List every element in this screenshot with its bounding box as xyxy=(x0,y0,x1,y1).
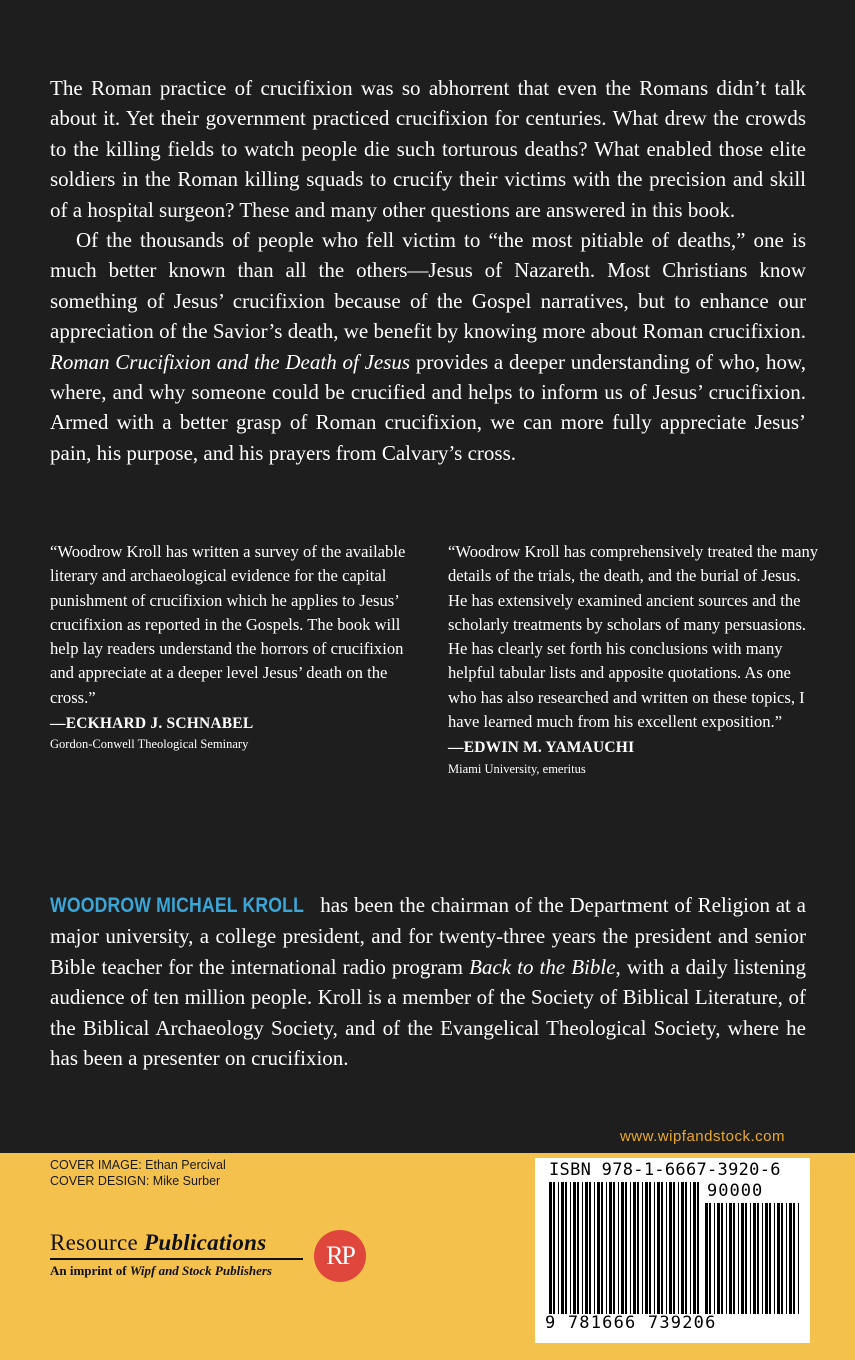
rp-logo-badge: RP xyxy=(314,1230,366,1282)
barcode-bar xyxy=(738,1203,739,1314)
barcode-bar xyxy=(750,1203,751,1314)
endorser-name: —ECKHARD J. SCHNABEL xyxy=(50,715,254,733)
barcode-bar xyxy=(558,1182,559,1314)
barcode-bar xyxy=(798,1203,799,1314)
barcode-bar xyxy=(717,1203,720,1314)
barcode-bar xyxy=(553,1182,555,1314)
book-blurb xyxy=(50,73,806,468)
barcode-bar xyxy=(774,1203,775,1314)
barcode-bar xyxy=(609,1182,612,1314)
barcode-bar xyxy=(685,1182,687,1314)
barcode-bar xyxy=(561,1182,564,1314)
barcode-bar xyxy=(565,1182,567,1314)
barcode-bar xyxy=(765,1203,768,1314)
barcode-bar xyxy=(729,1203,732,1314)
blurb-paragraph-2 xyxy=(50,225,806,468)
barcode-bar xyxy=(613,1182,615,1314)
barcode-bar xyxy=(573,1182,576,1314)
author-bio xyxy=(50,890,806,1073)
publisher-name xyxy=(50,1230,303,1256)
ean-number: 9 781666 739206 xyxy=(545,1313,717,1333)
barcode-bar xyxy=(630,1182,631,1314)
blurb-p2-start: Of the thousands of people who fell victim to “the most pitiable of deaths,” one is much better known than all the others—Jesus of Nazareth. Most Christians know something of Jesus’ crucifixion because of the Gospel narratives, but to enhance our appreciation of the Savior’s death, we benefit by knowing more about Roman crucifixion. xyxy=(50,228,806,344)
barcode-bar xyxy=(621,1182,624,1314)
barcode-bar xyxy=(597,1182,600,1314)
barcode-bar xyxy=(789,1203,792,1314)
barcode-bar xyxy=(618,1182,619,1314)
publisher-rule xyxy=(50,1258,303,1260)
barcode-bar xyxy=(753,1203,756,1314)
barcode-bar xyxy=(669,1182,672,1314)
barcode-bar xyxy=(690,1182,691,1314)
barcode-bar xyxy=(745,1203,747,1314)
barcode-bar xyxy=(741,1203,744,1314)
barcode-bar xyxy=(642,1182,643,1314)
imprint-publisher: Wipf and Stock Publishers xyxy=(129,1262,272,1278)
endorsement-schnabel xyxy=(50,540,420,752)
price-code: 90000 xyxy=(707,1181,764,1201)
barcode-bar xyxy=(693,1182,696,1314)
barcode-bar xyxy=(570,1182,571,1314)
endorsement-quote: “Woodrow Kroll has comprehensively treated the many details of the trials, the death, and the burial of Jesus. He has extensively examined ancient sources and the scholarly treatments by scholars of many persuasions. He has clearly set forth his conclusions with many helpful tabular lists and apposite quotations. As one who has also researched and written on these topics, I have learned much from his excellent exposition.” xyxy=(448,542,819,732)
endorsement-yamauchi xyxy=(448,540,820,777)
barcode-bar xyxy=(714,1203,715,1314)
imprint-prefix: An imprint of xyxy=(50,1262,130,1278)
barcode-bar xyxy=(606,1182,607,1314)
book-title-italic: Roman Crucifixion and the Death of Jesus xyxy=(50,349,411,374)
publisher-logo xyxy=(50,1230,303,1279)
barcode-bar xyxy=(582,1182,583,1314)
barcode-bar xyxy=(678,1182,679,1314)
barcode-bar xyxy=(649,1182,651,1314)
publisher-website: www.wipfandstock.com xyxy=(619,1128,785,1145)
imprint-line xyxy=(50,1263,303,1279)
endorsement-quote: “Woodrow Kroll has written a survey of the available literary and archaeological evidence for the capital punishment of crucifixion which he applies to Jesus’ crucifixion as reported in the Gospels. The book will help lay readers understand the horrors of crucifixion and appreciate at a deeper level Jesus’ death on the cross.” xyxy=(50,542,406,707)
bio-text-start: has been the chairman of the Department of Religion at a major university, a college president, and for twenty-three years the president and senior Bible teacher for the international radio program xyxy=(50,893,806,979)
addon-barcode-bars xyxy=(703,1203,803,1314)
barcode-bar xyxy=(601,1182,603,1314)
barcode-bar xyxy=(769,1203,771,1314)
barcode-bar xyxy=(633,1182,636,1314)
barcode-bar xyxy=(657,1182,660,1314)
publisher-name-roman: Resource xyxy=(50,1230,138,1255)
endorser-affiliation: Miami University, emeritus xyxy=(448,761,586,776)
bio-text-end: , with a daily listening audience of ten million people. Kroll is a member of the Society of Biblical Literature, of the Biblical Archaeology Society, and of the Evangelical Theological Society, where he has been a presenter on crucifixion. xyxy=(50,954,806,1071)
endorser-name: —EDWIN M. YAMAUCHI xyxy=(448,739,635,757)
barcode-bar xyxy=(549,1182,552,1314)
barcode-bar xyxy=(594,1182,595,1314)
barcode-bar xyxy=(645,1182,648,1314)
endorser-affiliation: Gordon-Conwell Theological Seminary xyxy=(50,737,249,752)
barcode-bar xyxy=(625,1182,627,1314)
barcode-bar xyxy=(762,1203,763,1314)
barcode-bar xyxy=(726,1203,727,1314)
isbn-barcode xyxy=(535,1158,810,1343)
barcode-bar xyxy=(709,1203,711,1314)
author-name: WOODROW MICHAEL KROLL xyxy=(50,894,305,917)
barcode-bar xyxy=(781,1203,783,1314)
barcode-bar xyxy=(681,1182,684,1314)
barcode-bar xyxy=(589,1182,591,1314)
blurb-paragraph-1: The Roman practice of crucifixion was so abhorrent that even the Romans didn’t talk about it. Yet their government practiced crucifixion for centuries. What drew the crowds to the killing fields to watch people die such torturous deaths? What enabled those elite soldiers in the Roman killing squads to crucify their victims with the precision and skill of a hospital surgeon? These and many other questions are answered in this book. xyxy=(50,76,806,222)
cover-image-credit: COVER IMAGE: Ethan Percival xyxy=(50,1158,226,1172)
cover-credits xyxy=(50,1158,226,1189)
barcode-bar xyxy=(654,1182,655,1314)
barcode-bar xyxy=(577,1182,579,1314)
barcode-bar xyxy=(673,1182,675,1314)
barcode-bar xyxy=(721,1203,723,1314)
barcode-bar xyxy=(793,1203,795,1314)
isbn-text: ISBN 978-1-6667-3920-6 xyxy=(549,1160,781,1180)
barcode-bar xyxy=(733,1203,735,1314)
publisher-name-italic: Publications xyxy=(144,1230,267,1255)
barcode-bar xyxy=(585,1182,588,1314)
blurb-p2-end: provides a deeper understanding of who, how, where, and why someone could be crucified and helps to inform us of Jesus’ crucifixion. Armed with a better grasp of Roman crucifixion, we can more fully appreciate Jesus’ pain, his purpose, and his prayers from Calvary’s cross. xyxy=(50,349,806,465)
barcode-bar xyxy=(666,1182,667,1314)
barcode-bar xyxy=(697,1182,699,1314)
barcode-bar xyxy=(705,1203,708,1314)
barcode-bar xyxy=(757,1203,759,1314)
radio-program-title: Back to the Bible xyxy=(469,954,616,979)
barcode-bar xyxy=(777,1203,780,1314)
barcode-bar xyxy=(661,1182,663,1314)
cover-design-credit: COVER DESIGN: Mike Surber xyxy=(50,1173,221,1188)
barcode-bar xyxy=(637,1182,639,1314)
ean-barcode-bars xyxy=(547,1182,702,1314)
barcode-bar xyxy=(786,1203,787,1314)
